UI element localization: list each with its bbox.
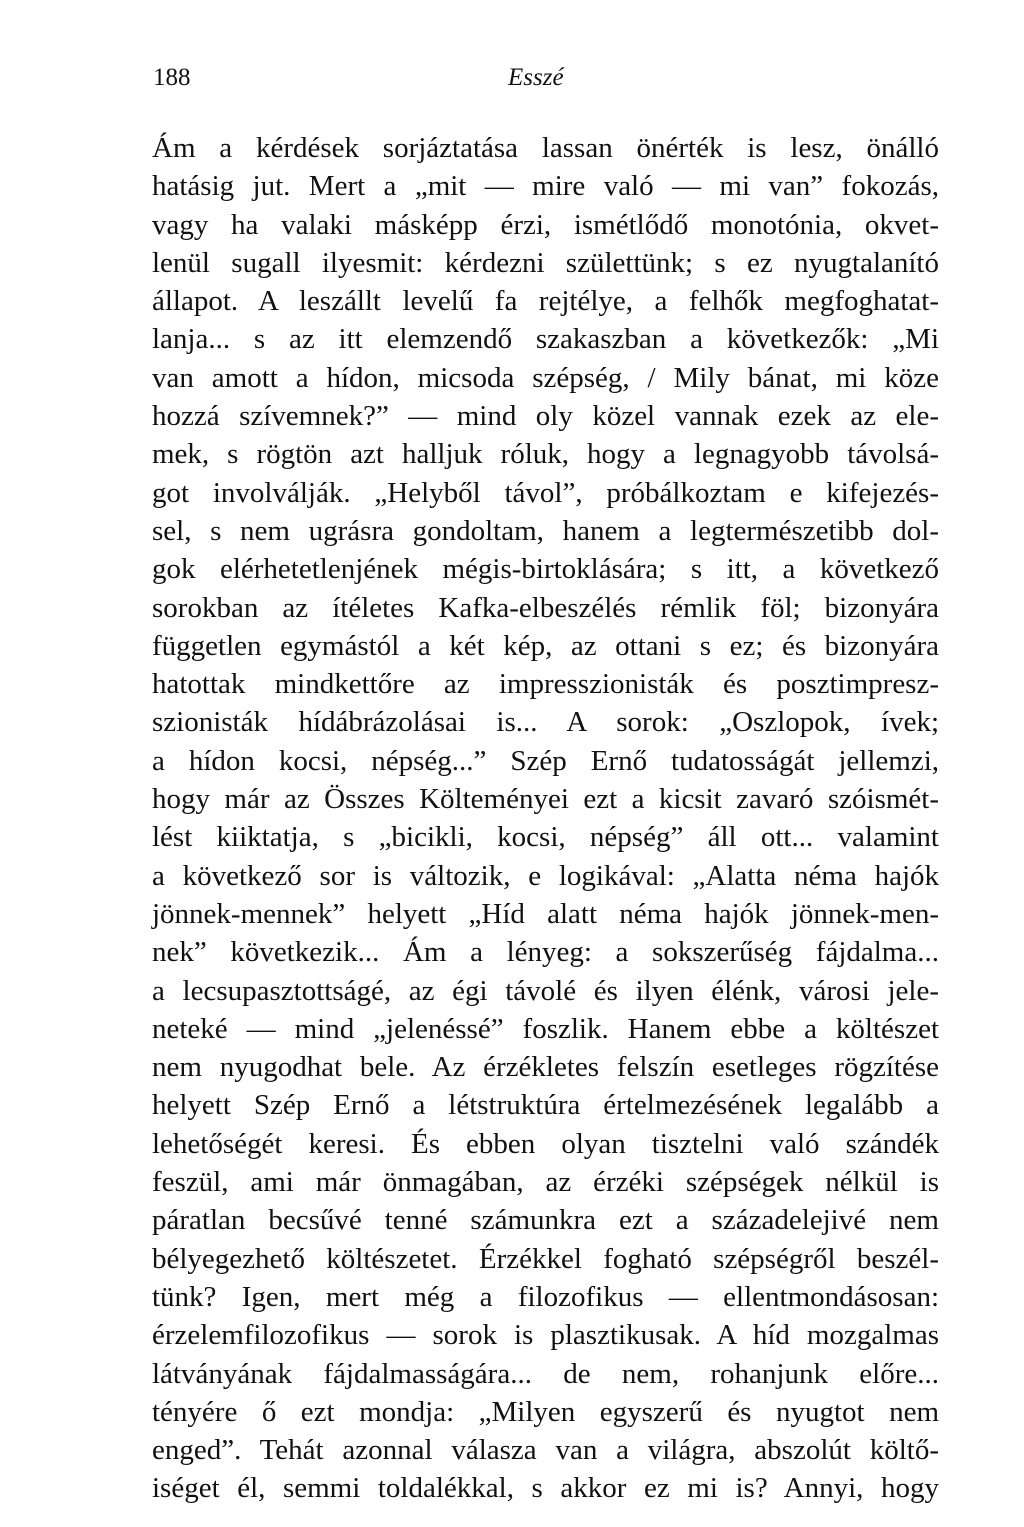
text-line: független egymástól a két kép, az ottani s ez; és bizonyára xyxy=(152,629,939,662)
text-line: tényére ő ezt mondja: „Milyen egyszerű és nyugtot nem xyxy=(152,1395,939,1428)
text-line: vagy ha valaki másképp érzi, ismétlődő monotónia, okvet- xyxy=(152,208,939,241)
text-line: gok elérhetetlenjének mégis-birtoklására; s itt, a következő xyxy=(152,553,939,586)
text-line: hatottak mindkettőre az impresszionisták és posztimpresz- xyxy=(152,668,939,701)
text-line: nem nyugodhat bele. Az érzékletes felszín esetleges rögzítése xyxy=(152,1051,939,1084)
text-line: állapot. A leszállt levelű fa rejtélye, a felhők megfoghatat- xyxy=(152,285,939,318)
text-line: sorokban az ítéletes Kafka-elbeszélés rémlik föl; bizonyára xyxy=(152,591,939,624)
page-number: 188 xyxy=(153,64,191,91)
running-title: Esszé xyxy=(508,64,564,91)
text-line: lehetőségét keresi. És ebben olyan tisztelni való szándék xyxy=(152,1127,939,1160)
text-line: a következő sor is változik, e logikával: „Alatta néma hajók xyxy=(152,859,939,892)
text-line: mek, s rögtön azt halljuk róluk, hogy a legnagyobb távolsá- xyxy=(152,438,939,471)
text-line: feszül, ami már önmagában, az érzéki szépségek nélkül is xyxy=(152,1166,939,1199)
text-line: hozzá szívemnek?” — mind oly közel vannak ezek az ele- xyxy=(152,400,939,433)
text-line: lést kiiktatja, s „bicikli, kocsi, népség” áll ott... valamint xyxy=(152,821,939,854)
text-line: nek” következik... Ám a lényeg: a sokszerűség fájdalma... xyxy=(152,936,939,969)
text-line: van amott a hídon, micsoda szépség, / Mily bánat, mi köze xyxy=(152,361,939,394)
text-line: neteké — mind „jelenéssé” foszlik. Hanem ebbe a költészet xyxy=(152,1012,939,1045)
text-line: a hídon kocsi, népség...” Szép Ernő tudatosságát jellemzi, xyxy=(152,744,939,777)
text-line: hogy már az Összes Költeményei ezt a kicsit zavaró szóismét- xyxy=(152,783,939,816)
text-line: lanja... s az itt elemzendő szakaszban a következők: „Mi xyxy=(152,323,939,356)
text-line: Ám a kérdések sorjáztatása lassan önérték is lesz, önálló xyxy=(152,132,939,164)
text-line: szionisták hídábrázolásai is... A sorok: „Oszlopok, ívek; xyxy=(152,706,939,739)
text-line: sel, s nem ugrásra gondoltam, hanem a legtermészetibb dol- xyxy=(152,514,939,547)
text-line: látványának fájdalmasságára... de nem, rohanjunk előre... xyxy=(152,1357,939,1390)
text-line: hatásig jut. Mert a „mit — mire való — mi van” fokozás, xyxy=(152,170,939,203)
text-line: iséget él, semmi toldalékkal, s akkor ez mi is? Annyi, hogy xyxy=(152,1472,939,1505)
text-line: got involválják. „Helyből távol”, próbálkoztam e kifejezés- xyxy=(152,476,939,509)
running-head xyxy=(153,62,938,98)
text-line: érzelemfilozofikus — sorok is plasztikusak. A híd mozgalmas xyxy=(152,1319,939,1352)
text-line: lenül sugall ilyesmit: kérdezni születtünk; s ez nyugtalanító xyxy=(152,246,939,279)
body-text xyxy=(152,129,939,1508)
text-line: jönnek-mennek” helyett „Híd alatt néma hajók jönnek-men- xyxy=(152,897,939,930)
text-line: tünk? Igen, mert még a filozofikus — ellentmondásosan: xyxy=(152,1280,939,1313)
text-line: helyett Szép Ernő a létstruktúra értelmezésének legalább a xyxy=(152,1089,939,1122)
text-line: enged”. Tehát azonnal válasza van a világra, abszolút költő- xyxy=(152,1434,939,1467)
text-line: bélyegezhető költészetet. Érzékkel fogható szépségről beszél- xyxy=(152,1242,939,1275)
text-line: páratlan becsűvé tenné számunkra ezt a századelejivé nem xyxy=(152,1204,939,1237)
text-line: a lecsupasztottságé, az égi távolé és ilyen élénk, városi jele- xyxy=(152,974,939,1007)
